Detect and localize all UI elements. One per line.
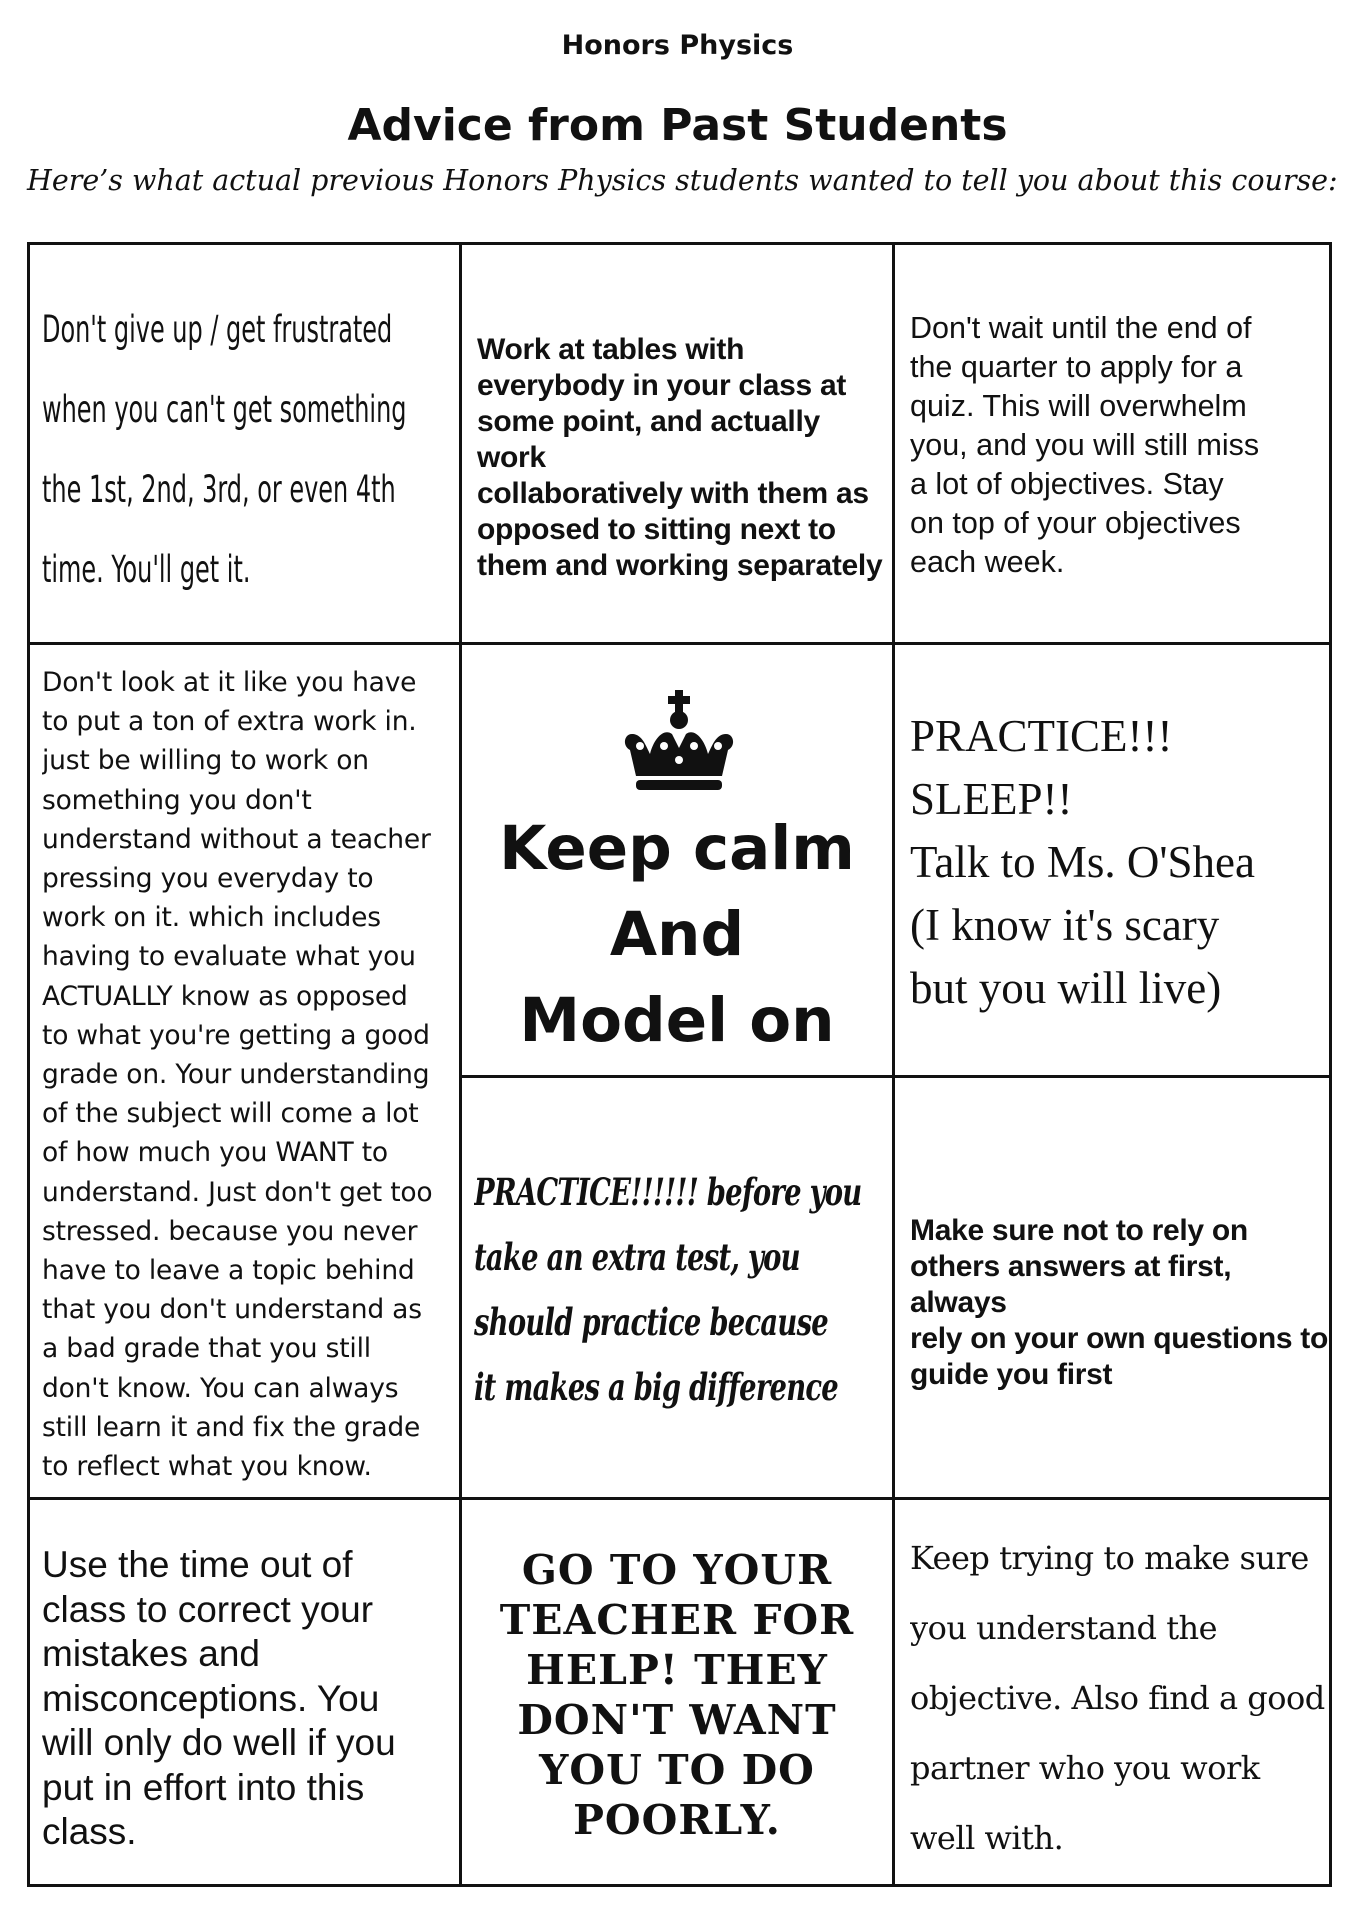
page-title: Advice from Past Students: [347, 100, 1008, 151]
advice-line: Model on: [519, 985, 835, 1056]
advice-line: the quarter to apply for a: [910, 350, 1243, 384]
advice-line: to reflect what you know.: [42, 1451, 372, 1483]
advice-line: will only do well if you: [42, 1722, 396, 1763]
advice-line: Keep trying to make sure: [910, 1539, 1309, 1577]
crown-icon: [620, 690, 738, 794]
advice-practice-sleep: [910, 705, 1330, 1020]
advice-line: each week.: [910, 545, 1065, 579]
advice-tables: [477, 332, 887, 584]
grid-divider: [27, 642, 1332, 645]
advice-keep-trying: [910, 1523, 1332, 1873]
advice-line: partner who you work: [910, 1749, 1260, 1787]
grid-divider: [892, 242, 895, 1887]
advice-line: Don't wait until the end of: [910, 311, 1252, 345]
advice-line: just be willing to work on: [42, 745, 369, 777]
advice-line: that you don't understand as: [42, 1294, 422, 1326]
advice-line: a lot of objectives. Stay: [910, 467, 1224, 501]
advice-line: Don't look at it like you have: [42, 667, 417, 698]
advice-give-up: [42, 290, 445, 610]
advice-line: Work at tables with: [477, 333, 745, 366]
advice-line: collaboratively with them as: [477, 477, 869, 510]
advice-answers: [910, 1213, 1330, 1393]
advice-line: the 1st, 2nd, 3rd, or even 4th: [42, 468, 396, 511]
advice-line: Don't give up / get frustrated: [42, 308, 393, 351]
advice-line: to what you're getting a good: [42, 1019, 430, 1051]
advice-line: Make sure not to rely on: [910, 1214, 1248, 1247]
advice-line: still learn it and fix the grade: [42, 1411, 421, 1443]
advice-line: have to leave a topic behind: [42, 1255, 415, 1287]
advice-line: SLEEP!!: [910, 774, 1073, 824]
advice-time-out: [42, 1543, 457, 1855]
course-name: Honors Physics: [561, 30, 794, 61]
advice-line: PRACTICE!!!!!! before you: [474, 1170, 862, 1214]
advice-keep-calm: [462, 806, 892, 1064]
advice-line: pressing you everyday to: [42, 863, 374, 895]
advice-line: opposed to sitting next to: [477, 513, 836, 546]
advice-line: a bad grade that you still: [42, 1333, 371, 1365]
advice-line: you, and you will still miss: [910, 428, 1260, 462]
advice-line: grade on. Your understanding: [42, 1059, 430, 1091]
advice-line: class.: [42, 1811, 137, 1852]
advice-line: guide you first: [910, 1358, 1113, 1391]
advice-line: quiz. This will overwhelm: [910, 389, 1247, 423]
advice-teacher: [462, 1545, 892, 1845]
advice-line: misconceptions. You: [42, 1677, 380, 1719]
advice-line: of the subject will come a lot: [42, 1098, 419, 1130]
advice-practice-test: [474, 1160, 888, 1420]
advice-line: when you can't get something: [42, 388, 407, 431]
advice-line: DON'T WANT: [517, 1696, 837, 1744]
advice-line: POORLY.: [573, 1796, 781, 1844]
advice-line: put in effort into this: [42, 1766, 365, 1808]
advice-line: should practice because: [474, 1300, 828, 1344]
page-subtitle: Here’s what actual previous Honors Physics students wanted to tell you about this course:: [27, 164, 1338, 197]
advice-line: take an extra test, you: [474, 1235, 800, 1279]
advice-line: Use the time out of: [42, 1544, 353, 1585]
advice-quiz: [910, 309, 1330, 582]
advice-line: well with.: [910, 1819, 1064, 1857]
advice-extra-work: [42, 663, 454, 1486]
advice-line: of how much you WANT to: [42, 1137, 388, 1169]
advice-line: time. You'll get it.: [42, 548, 251, 591]
advice-line: GO TO YOUR: [521, 1546, 833, 1594]
advice-line: you understand the: [910, 1609, 1218, 1647]
advice-line: ACTUALLY know as opposed: [42, 980, 408, 1012]
advice-line: something you don't: [42, 784, 312, 816]
advice-line: them and working separately: [477, 549, 883, 582]
grid-divider: [27, 1497, 1332, 1500]
advice-line: it makes a big difference: [474, 1365, 838, 1409]
advice-line: stressed. because you never: [42, 1215, 418, 1247]
advice-line: objective. Also find a good: [910, 1679, 1325, 1717]
advice-line: having to evaluate what you: [42, 941, 416, 973]
advice-line: TEACHER FOR: [499, 1596, 855, 1644]
advice-line: everybody in your class at: [477, 369, 847, 402]
advice-line: work on it. which includes: [42, 902, 381, 934]
advice-line: YOU TO DO: [539, 1746, 815, 1794]
advice-line: others answers at first, always: [910, 1250, 1232, 1319]
advice-line: rely on your own questions to: [910, 1322, 1328, 1355]
advice-line: PRACTICE!!!: [910, 711, 1173, 761]
advice-line: understand. Just don't get too: [42, 1176, 433, 1208]
advice-line: class to correct your: [42, 1588, 374, 1630]
advice-line: to put a ton of extra work in.: [42, 706, 417, 738]
advice-line: don't know. You can always: [42, 1372, 399, 1404]
advice-line: mistakes and: [42, 1633, 260, 1674]
advice-line: Talk to Ms. O'Shea: [910, 837, 1255, 887]
advice-line: some point, and actually work: [477, 405, 820, 474]
grid-divider: [459, 1075, 1332, 1078]
advice-line: And: [609, 899, 745, 970]
advice-line: Keep calm: [499, 813, 855, 884]
advice-line: (I know it's scary: [910, 900, 1220, 950]
advice-line: but you will live): [910, 963, 1222, 1013]
advice-line: understand without a teacher: [42, 823, 431, 855]
advice-line: on top of your objectives: [910, 506, 1241, 540]
advice-line: HELP! THEY: [526, 1646, 828, 1694]
